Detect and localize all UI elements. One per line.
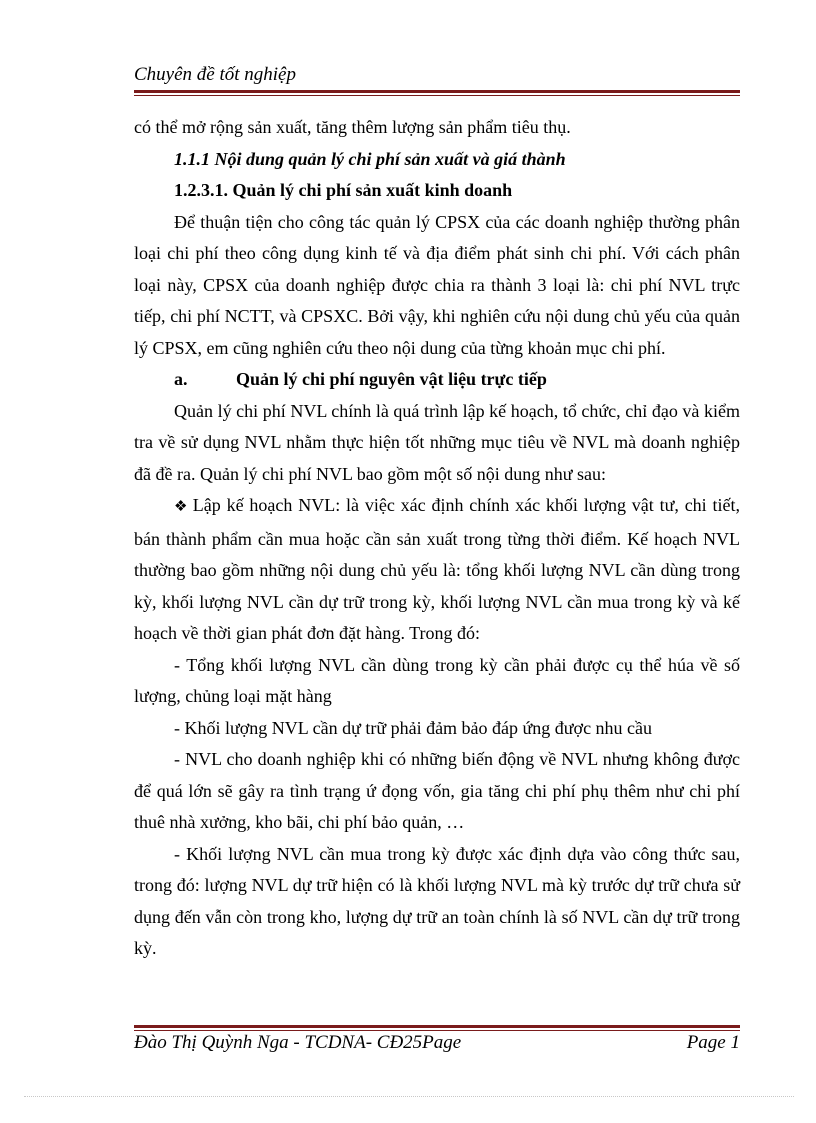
section-heading-1-1-1: 1.1.1 Nội dung quản lý chi phí sản xuất và giá thành	[174, 148, 566, 169]
diamond-bullet-icon: ❖	[174, 499, 189, 515]
bullet-paragraph	[134, 490, 740, 650]
footer-page-number: Page 1	[686, 1032, 740, 1053]
dash-item-4: - Khối lượng NVL cần mua trong kỳ được xác định dựa vào công thức sau, trong đó: lượng NVL dự trữ hiện có là khối lượng NVL mà kỳ trước dự trữ chưa sử dụng đến vẫn còn trong kho, lượng dự trữ an toàn chính là số NVL cần dự trữ trong kỳ.	[134, 843, 740, 958]
paragraph-nvl-management: Quản lý chi phí NVL chính là quá trình lập kế hoạch, tổ chức, chỉ đạo và kiểm tra về sử dụng NVL nhằm thực hiện tốt những mục tiêu về NVL mà doanh nghiệp đã đề ra. Quản lý chi phí NVL bao gồm một số nội dung như sau:	[134, 400, 740, 484]
paragraph-intro: Để thuận tiện cho công tác quản lý CPSX của các doanh nghiệp thường phân loại chi phí theo công dụng kinh tế và địa điểm phát sinh chi phí. Với cách phân loại này, CPSX của doanh nghiệp được chia ra thành 3 loại là: chi phí NVL trực tiếp, chi phí NCTT, và CPSXC. Bởi vậy, khi nghiên cứu nội dung chủ yếu của quản lý CPSX, em cũng nghiên cứu theo nội dung của từng khoản mục chi phí.	[134, 211, 740, 358]
dash-item-3: - NVL cho doanh nghiệp khi có những biến động về NVL nhưng không được để quá lớn sẽ gây ra tình trạng ứ đọng vốn, gia tăng chi phí phụ thêm như chi phí thuê nhà xưởng, kho bãi, chi phí bảo quản, …	[134, 749, 740, 832]
dash-item-2: - Khối lượng NVL cần dự trữ phải đảm bảo đáp ứng được nhu cầu	[174, 717, 653, 738]
subsection-letter: a.	[174, 369, 188, 389]
document-body	[134, 112, 740, 965]
section-heading-1-2-3-1: 1.2.3.1. Quản lý chi phí sản xuất kinh doanh	[174, 180, 513, 200]
paragraph-continuation: có thể mở rộng sản xuất, tăng thêm lượng sản phẩm tiêu thụ.	[134, 117, 571, 137]
header-rule	[134, 90, 740, 96]
footer-rule	[134, 1025, 740, 1031]
header-title: Chuyên đề tốt nghiệp	[134, 64, 296, 85]
subsection-heading-a	[134, 364, 740, 396]
bullet-text: Lập kế hoạch NVL: là việc xác định chính xác khối lượng vật tư, chi tiết, bán thành phẩm cần mua hoặc cần sản xuất trong từng thời điểm. Kế hoạch NVL thường bao gồm những nội dung chủ yếu là: tổng khối lượng NVL cần dùng trong kỳ, khối lượng NVL cần dự trữ trong kỳ, khối lượng NVL cần mua trong kỳ và kế hoạch về thời gian phát đơn đặt hàng. Trong đó:	[134, 495, 740, 643]
footer-author: Đào Thị Quỳnh Nga - TCDNA- CĐ25Page	[134, 1032, 462, 1053]
page-bottom-divider	[24, 1096, 794, 1097]
dash-item-1: - Tổng khối lượng NVL cần dùng trong kỳ cần phải được cụ thể húa về số lượng, chủng loại mặt hàng	[134, 654, 740, 706]
subsection-title: Quản lý chi phí nguyên vật liệu trực tiếp	[236, 369, 547, 389]
